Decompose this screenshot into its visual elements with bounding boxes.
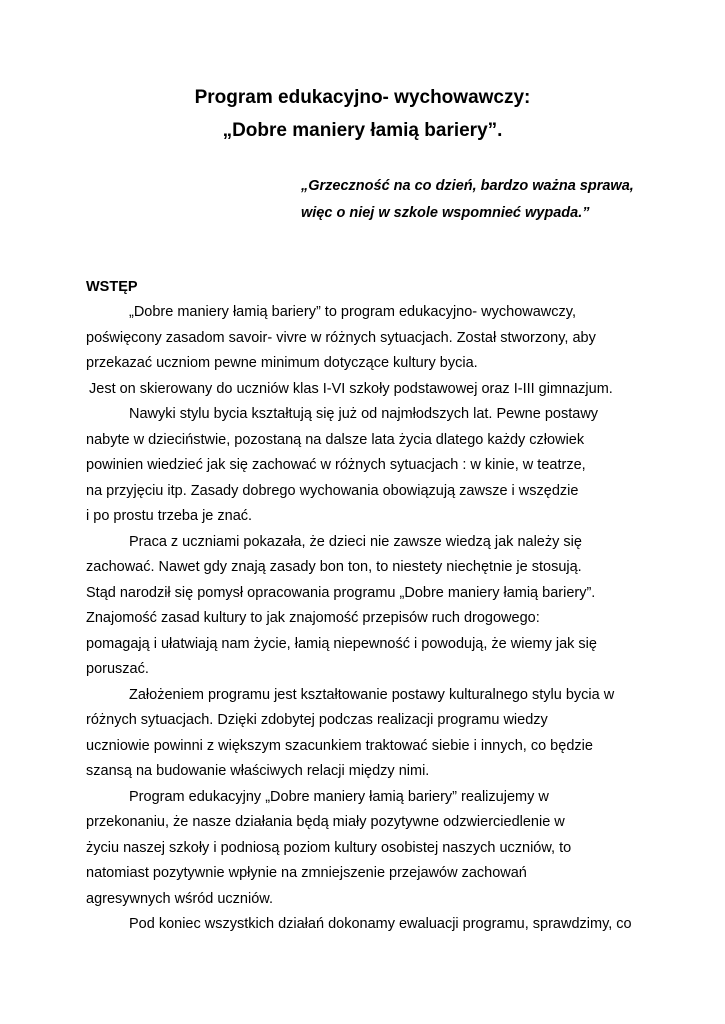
body-line: szansą na budowanie właściwych relacji między nimi. — [86, 763, 430, 779]
body-line: agresywnych wśród uczniów. — [86, 890, 273, 907]
body-line: Nawyki stylu bycia kształtują się już od najmłodszych lat. Pewne postawy — [129, 406, 599, 422]
body-line: przekazać uczniom pewne minimum dotyczące kultury bycia. — [86, 355, 478, 371]
body-text — [86, 300, 646, 938]
motto-line-2: więc o niej w szkole wspomnieć wypada.” — [301, 205, 590, 221]
body-line: przekonaniu, że nasze działania będą miały pozytywne odzwierciedlenie w — [86, 814, 565, 830]
document-title-line-1: Program edukacyjno- wychowawczy: — [194, 87, 531, 108]
body-line: życiu naszej szkoły i podniosą poziom kultury osobistej naszych uczniów, to — [86, 839, 572, 856]
body-line: Znajomość zasad kultury to jak znajomość przepisów ruch drogowego: — [86, 610, 540, 626]
body-line: i po prostu trzeba je znać. — [86, 508, 253, 524]
body-line: różnych sytuacjach. Dzięki zdobytej podczas realizacji programu wiedzy — [86, 712, 548, 728]
body-line: Założeniem programu jest kształtowanie postawy kulturalnego stylu bycia w — [129, 686, 615, 703]
document-title-line-2: „Dobre maniery łamią bariery”. — [222, 120, 503, 141]
body-line: Praca z uczniami pokazała, że dzieci nie zawsze wiedzą jak należy się — [129, 533, 582, 550]
body-line: nabyte w dzieciństwie, pozostaną na dalsze lata życia dlatego każdy człowiek — [86, 431, 585, 448]
body-line: Stąd narodził się pomysł opracowania programu „Dobre maniery łamią bariery”. — [86, 584, 596, 601]
body-line: poświęcony zasadom savoir- vivre w różnych sytuacjach. Został stworzony, aby — [86, 329, 596, 346]
body-line: pomagają i ułatwiają nam życie, łamią niepewność i powodują, że wiemy jak się — [86, 635, 597, 652]
body-line: Pod koniec wszystkich działań dokonamy ewaluacji programu, sprawdzimy, co — [129, 916, 632, 932]
body-line: Program edukacyjny „Dobre maniery łamią bariery” realizujemy w — [129, 788, 549, 805]
motto-line-1: „Grzeczność na co dzień, bardzo ważna sprawa, — [301, 178, 634, 194]
body-line: poruszać. — [86, 661, 149, 677]
body-line: zachować. Nawet gdy znają zasady bon ton, to niestety niechętnie je stosują. — [86, 559, 582, 575]
body-line: natomiast pozytywnie wpłynie na zmniejszenie przejawów zachowań — [86, 865, 527, 881]
body-line: Jest on skierowany do uczniów klas I-VI szkoły podstawowej oraz I-III gimnazjum. — [89, 380, 613, 397]
body-line: uczniowie powinni z większym szacunkiem traktować siebie i innych, co będzie — [86, 737, 593, 754]
body-line: powinien wiedzieć jak się zachować w różnych sytuacjach : w kinie, w teatrze, — [86, 457, 586, 473]
body-line: na przyjęciu itp. Zasady dobrego wychowania obowiązują zawsze i wszędzie — [86, 482, 579, 499]
section-heading: WSTĘP — [86, 279, 138, 295]
body-line: „Dobre maniery łamią bariery” to program edukacyjno- wychowawczy, — [129, 304, 576, 320]
